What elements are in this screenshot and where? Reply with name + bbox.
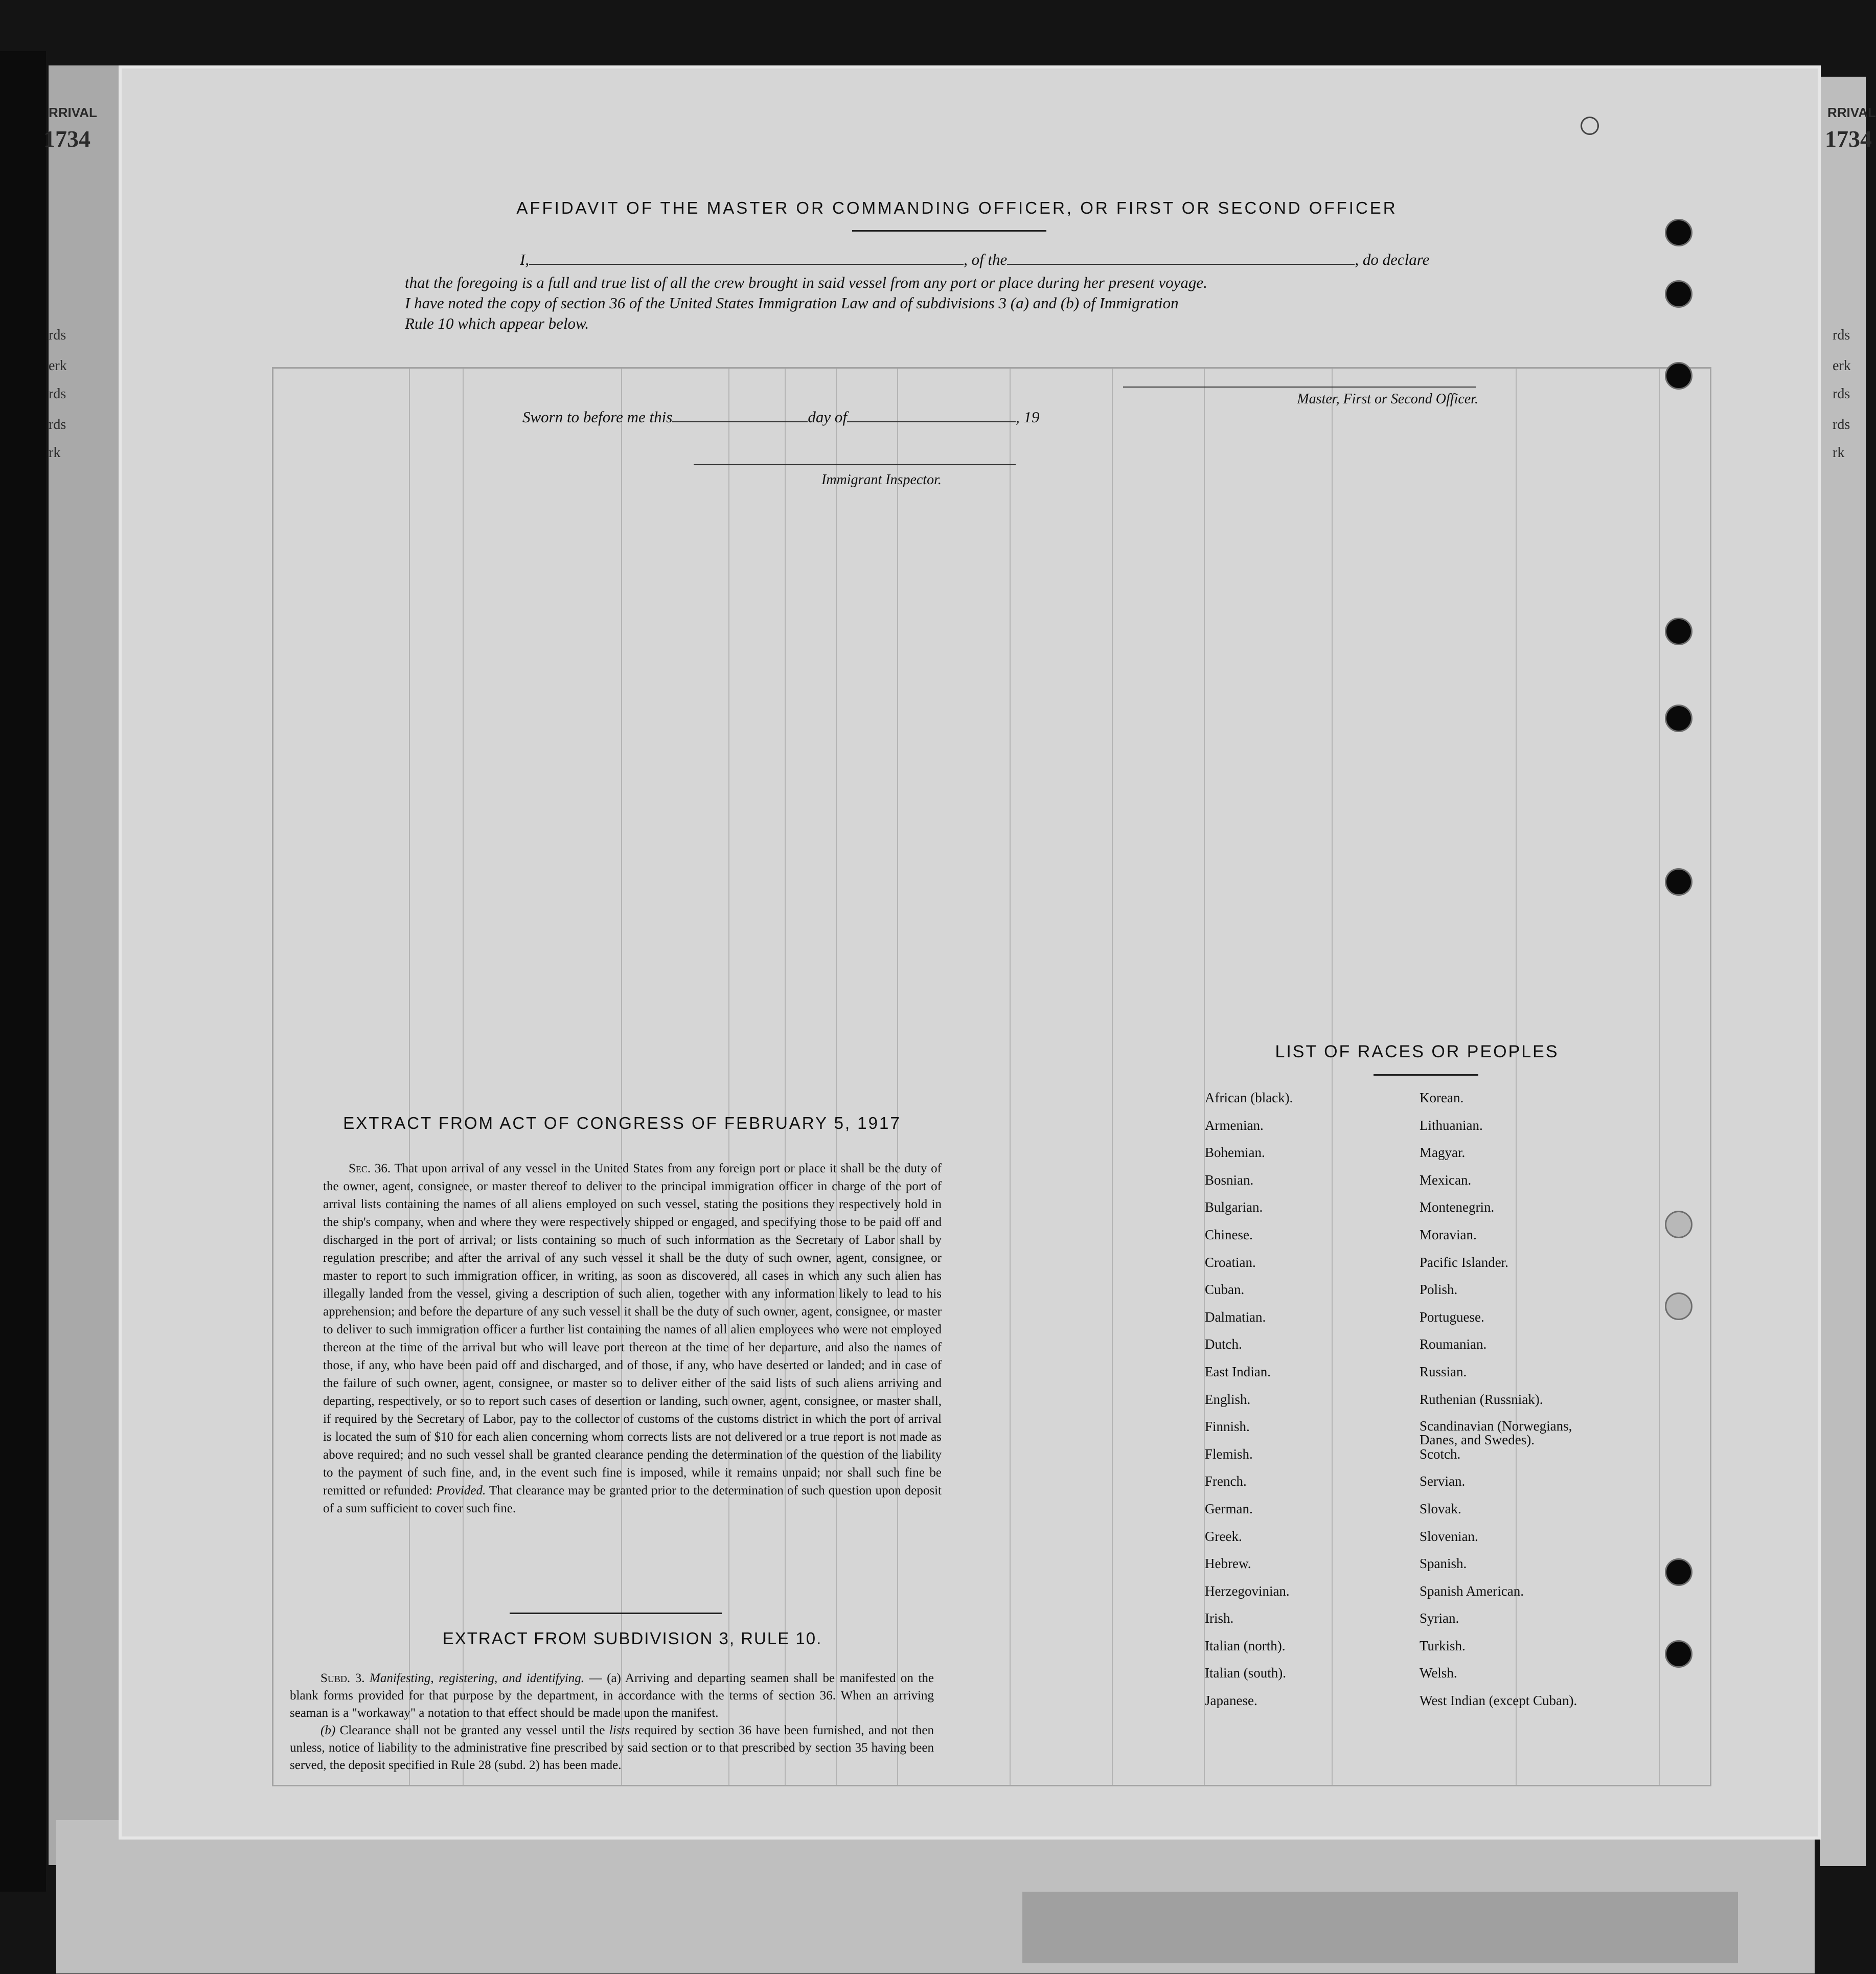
race-item: Greek. [1205, 1528, 1242, 1544]
race-item: German. [1205, 1501, 1253, 1516]
race-item: Slovak. [1420, 1501, 1461, 1516]
sworn-day-blank [672, 416, 808, 422]
race-item: Hebrew. [1205, 1556, 1251, 1572]
race-item: Bosnian. [1205, 1172, 1254, 1188]
right-margin-word-4: rds [1833, 417, 1850, 433]
extract-act-title: EXTRACT FROM ACT OF CONGRESS OF FEBRUARY 5, 1917 [343, 1114, 901, 1132]
race-item: Lithuanian. [1420, 1117, 1483, 1133]
race-item: Syrian. [1420, 1610, 1459, 1626]
race-item: Armenian. [1205, 1117, 1264, 1133]
right-margin-label: RRIVAL [1827, 105, 1876, 120]
race-item: Italian (north). [1205, 1638, 1286, 1653]
section-36-text: That upon arrival of any vessel in the United States from any foreign port or place it shall be the duty of the owner, agent, consignee, or master thereof to deliver to the principal immigration officer in charge of the port of arrival lists containing the names of all aliens employed on such vessel, stating the positions they respectively hold in the ship's company, when and where they were respectively shipped or engaged, and specifying those to be paid off and discharged in the port of arrival; or lists containing so much of such information as the Secretary of Labor shall by regulation prescribe; and after the arrival of any such vessel it shall be the duty of such owner, agent, consignee, or master to report to such immigration officer, in writing, as soon as discovered, all cases in which any such alien has illegally landed from the vessel, giving a description of such alien, together with any information likely to lead to his apprehension; and before the departure of any such vessel it shall be the duty of such owner, agent, consignee, or master to deliver to such immigration officer a further list containing the names of all alien employees who were not employed thereon at the time of the arrival but who will leave port thereon at the time of her departure, and also the names of those, if any, who have been paid off and discharged, and of those, if any, who have deserted or landed; and in case of the failure of such owner, agent, consignee, or master so to deliver either of the said lists of such aliens arriving and departing, respectively, or so to report such cases of desertion or landing, such owner, agent, consignee, or master shall, if required by the Secretary of Labor, pay to the collector of customs of the customs district in which the port of arrival is located the sum of $10 for each alien concerning whom corrects lists are not delivered or a true report is not made as above required; and no such vessel shall be granted clearance pending the determination of the question of the liability to the payment of such fine, and, in the event such fine is imposed, while it remains unpaid; nor shall such fine be remitted or refunded: [323, 1162, 942, 1497]
race-item: Dalmatian. [1205, 1309, 1266, 1325]
section-label: Sec. 36. [349, 1162, 391, 1175]
race-item: Bohemian. [1205, 1145, 1265, 1161]
paragraph-b-text-end: required by section 36 have been furnished, and not then unless, notice of liability to the administrative fine prescribed by said section or to that prescribed by section 35 having been served, the deposit specified in Rule 28 (subd. 2) has been made. [290, 1723, 934, 1772]
sworn-month-blank [847, 416, 1016, 422]
race-item: Mexican. [1420, 1172, 1472, 1188]
binder-hole [1665, 280, 1692, 308]
race-item: Croatian. [1205, 1254, 1256, 1270]
section-36-text-end: That clearance may be granted prior to the determination of such question upon deposit of a sum sufficient to cover such fine. [323, 1484, 942, 1515]
left-margin-number: 1734 [43, 126, 90, 152]
race-item: West Indian (except Cuban). [1420, 1693, 1577, 1709]
extract-rule-body [290, 1670, 934, 1774]
race-item: Magyar. [1420, 1145, 1466, 1161]
race-item: Turkish. [1420, 1638, 1466, 1653]
affidavit-of-label: , of the [964, 251, 1008, 268]
race-item: Spanish. [1420, 1556, 1467, 1572]
left-margin-word-1: rds [49, 327, 66, 343]
race-item: Scandinavian (Norwegians, Danes, and Swedes). [1420, 1418, 1572, 1448]
manifest-page [119, 65, 1821, 1840]
affidavit-line-1 [405, 251, 1478, 269]
binder-hole [1665, 618, 1692, 645]
extract-act-body [323, 1160, 942, 1517]
race-item: Scotch. [1420, 1446, 1461, 1462]
sworn-day-label: day of [808, 408, 847, 426]
provided-label: Provided. [436, 1484, 486, 1497]
races-column-2 [1420, 1091, 1706, 1721]
subdivision-label: Subd. 3. [321, 1671, 365, 1685]
underlying-sheet-right [1820, 77, 1866, 1866]
inspector-signature-line [694, 464, 1016, 465]
binder-hole [1665, 219, 1692, 246]
race-item: Flemish. [1205, 1446, 1253, 1462]
race-item: African (black). [1205, 1090, 1293, 1105]
lists-word: lists [609, 1723, 630, 1737]
race-item: Montenegrin. [1420, 1199, 1495, 1215]
master-name-blank [529, 259, 964, 265]
right-margin-word-5: rk [1833, 445, 1845, 461]
race-item: Russian. [1420, 1364, 1467, 1379]
race-item: East Indian. [1205, 1364, 1271, 1379]
race-item: Polish. [1420, 1282, 1458, 1298]
extract-rule-title: EXTRACT FROM SUBDIVISION 3, RULE 10. [442, 1629, 822, 1648]
affidavit-title: AFFIDAVIT OF THE MASTER OR COMMANDING OFFICER, OR FIRST OR SECOND OFFICER [516, 198, 1398, 217]
race-item: Chinese. [1205, 1227, 1253, 1242]
sworn-year-label: , 19 [1015, 408, 1040, 426]
affidavit-i-label: I, [520, 251, 530, 268]
race-item: Cuban. [1205, 1282, 1245, 1298]
left-margin-label: RRIVAL [49, 105, 97, 120]
race-item: Welsh. [1420, 1665, 1457, 1681]
race-item: Finnish. [1205, 1419, 1250, 1435]
subdivision-heading: Manifesting, registering, and identifying. [370, 1671, 585, 1685]
inspector-label: Immigrant Inspector. [821, 472, 942, 488]
sworn-prefix: Sworn to before me this [522, 408, 673, 426]
race-item: English. [1205, 1391, 1251, 1407]
affidavit-line-2: that the foregoing is a full and true list of all the crew brought in said vessel from any port or place during her present voyage. [405, 274, 1207, 291]
extract-separator-rule [510, 1613, 722, 1614]
paragraph-b-text: Clearance shall not be granted any vessel until the [339, 1723, 605, 1737]
right-margin-word-1: rds [1833, 327, 1850, 343]
race-item: Pacific Islander. [1420, 1254, 1508, 1270]
underlying-sheet-bottom-strip [1022, 1892, 1738, 1963]
races-title-rule [1374, 1074, 1478, 1076]
affidavit-line-4: Rule 10 which appear below. [405, 314, 589, 332]
race-item: Irish. [1205, 1610, 1234, 1626]
affidavit-declare-label: , do declare [1355, 251, 1430, 268]
affidavit-line-3: I have noted the copy of section 36 of the United States Immigration Law and of subdivisions 3 (a) and (b) of Immigration [405, 294, 1179, 312]
binder-hole [1665, 705, 1692, 732]
race-item: French. [1205, 1473, 1247, 1489]
vessel-name-blank [1007, 259, 1355, 265]
race-item: Slovenian. [1420, 1528, 1478, 1544]
race-item: Portuguese. [1420, 1309, 1484, 1325]
race-item: Japanese. [1205, 1693, 1257, 1709]
scan-background-left [0, 51, 46, 1892]
master-signature-line [1123, 387, 1476, 388]
paragraph-b-label: (b) [321, 1723, 336, 1737]
left-margin-word-2: erk [49, 358, 67, 374]
races-title: LIST OF RACES OR PEOPLES [1275, 1042, 1559, 1061]
binder-hole [1581, 117, 1599, 135]
left-margin-word-4: rds [49, 417, 66, 433]
right-margin-number: 1734 [1825, 126, 1872, 152]
subdivision-paragraph-a: — (a) Arriving and departing seamen shall be manifested on the blank forms provided for that purpose by the department, in accordance with the terms of section 36. When an arriving seaman is a "workaway" a notation to that effect should be made upon the manifest. [290, 1671, 934, 1720]
right-margin-word-3: rds [1833, 386, 1850, 402]
master-signature-label: Master, First or Second Officer. [1297, 391, 1478, 407]
race-item: Korean. [1420, 1090, 1464, 1105]
left-margin-word-3: rds [49, 386, 66, 402]
race-item: Dutch. [1205, 1336, 1242, 1352]
race-item: Italian (south). [1205, 1665, 1286, 1681]
race-item: Roumanian. [1420, 1336, 1487, 1352]
binder-hole [1665, 362, 1692, 390]
race-item: Servian. [1420, 1473, 1466, 1489]
affidavit-title-rule [852, 230, 1046, 232]
binder-hole [1665, 868, 1692, 896]
left-margin-word-5: rk [49, 445, 61, 461]
sworn-line [522, 408, 1039, 426]
race-item: Ruthenian (Russniak). [1420, 1391, 1543, 1407]
race-item: Moravian. [1420, 1227, 1477, 1242]
races-column-1 [1205, 1091, 1409, 1721]
race-item: Herzegovinian. [1205, 1583, 1290, 1599]
race-item: Bulgarian. [1205, 1199, 1263, 1215]
right-margin-word-2: erk [1833, 358, 1851, 374]
race-item: Spanish American. [1420, 1583, 1524, 1599]
